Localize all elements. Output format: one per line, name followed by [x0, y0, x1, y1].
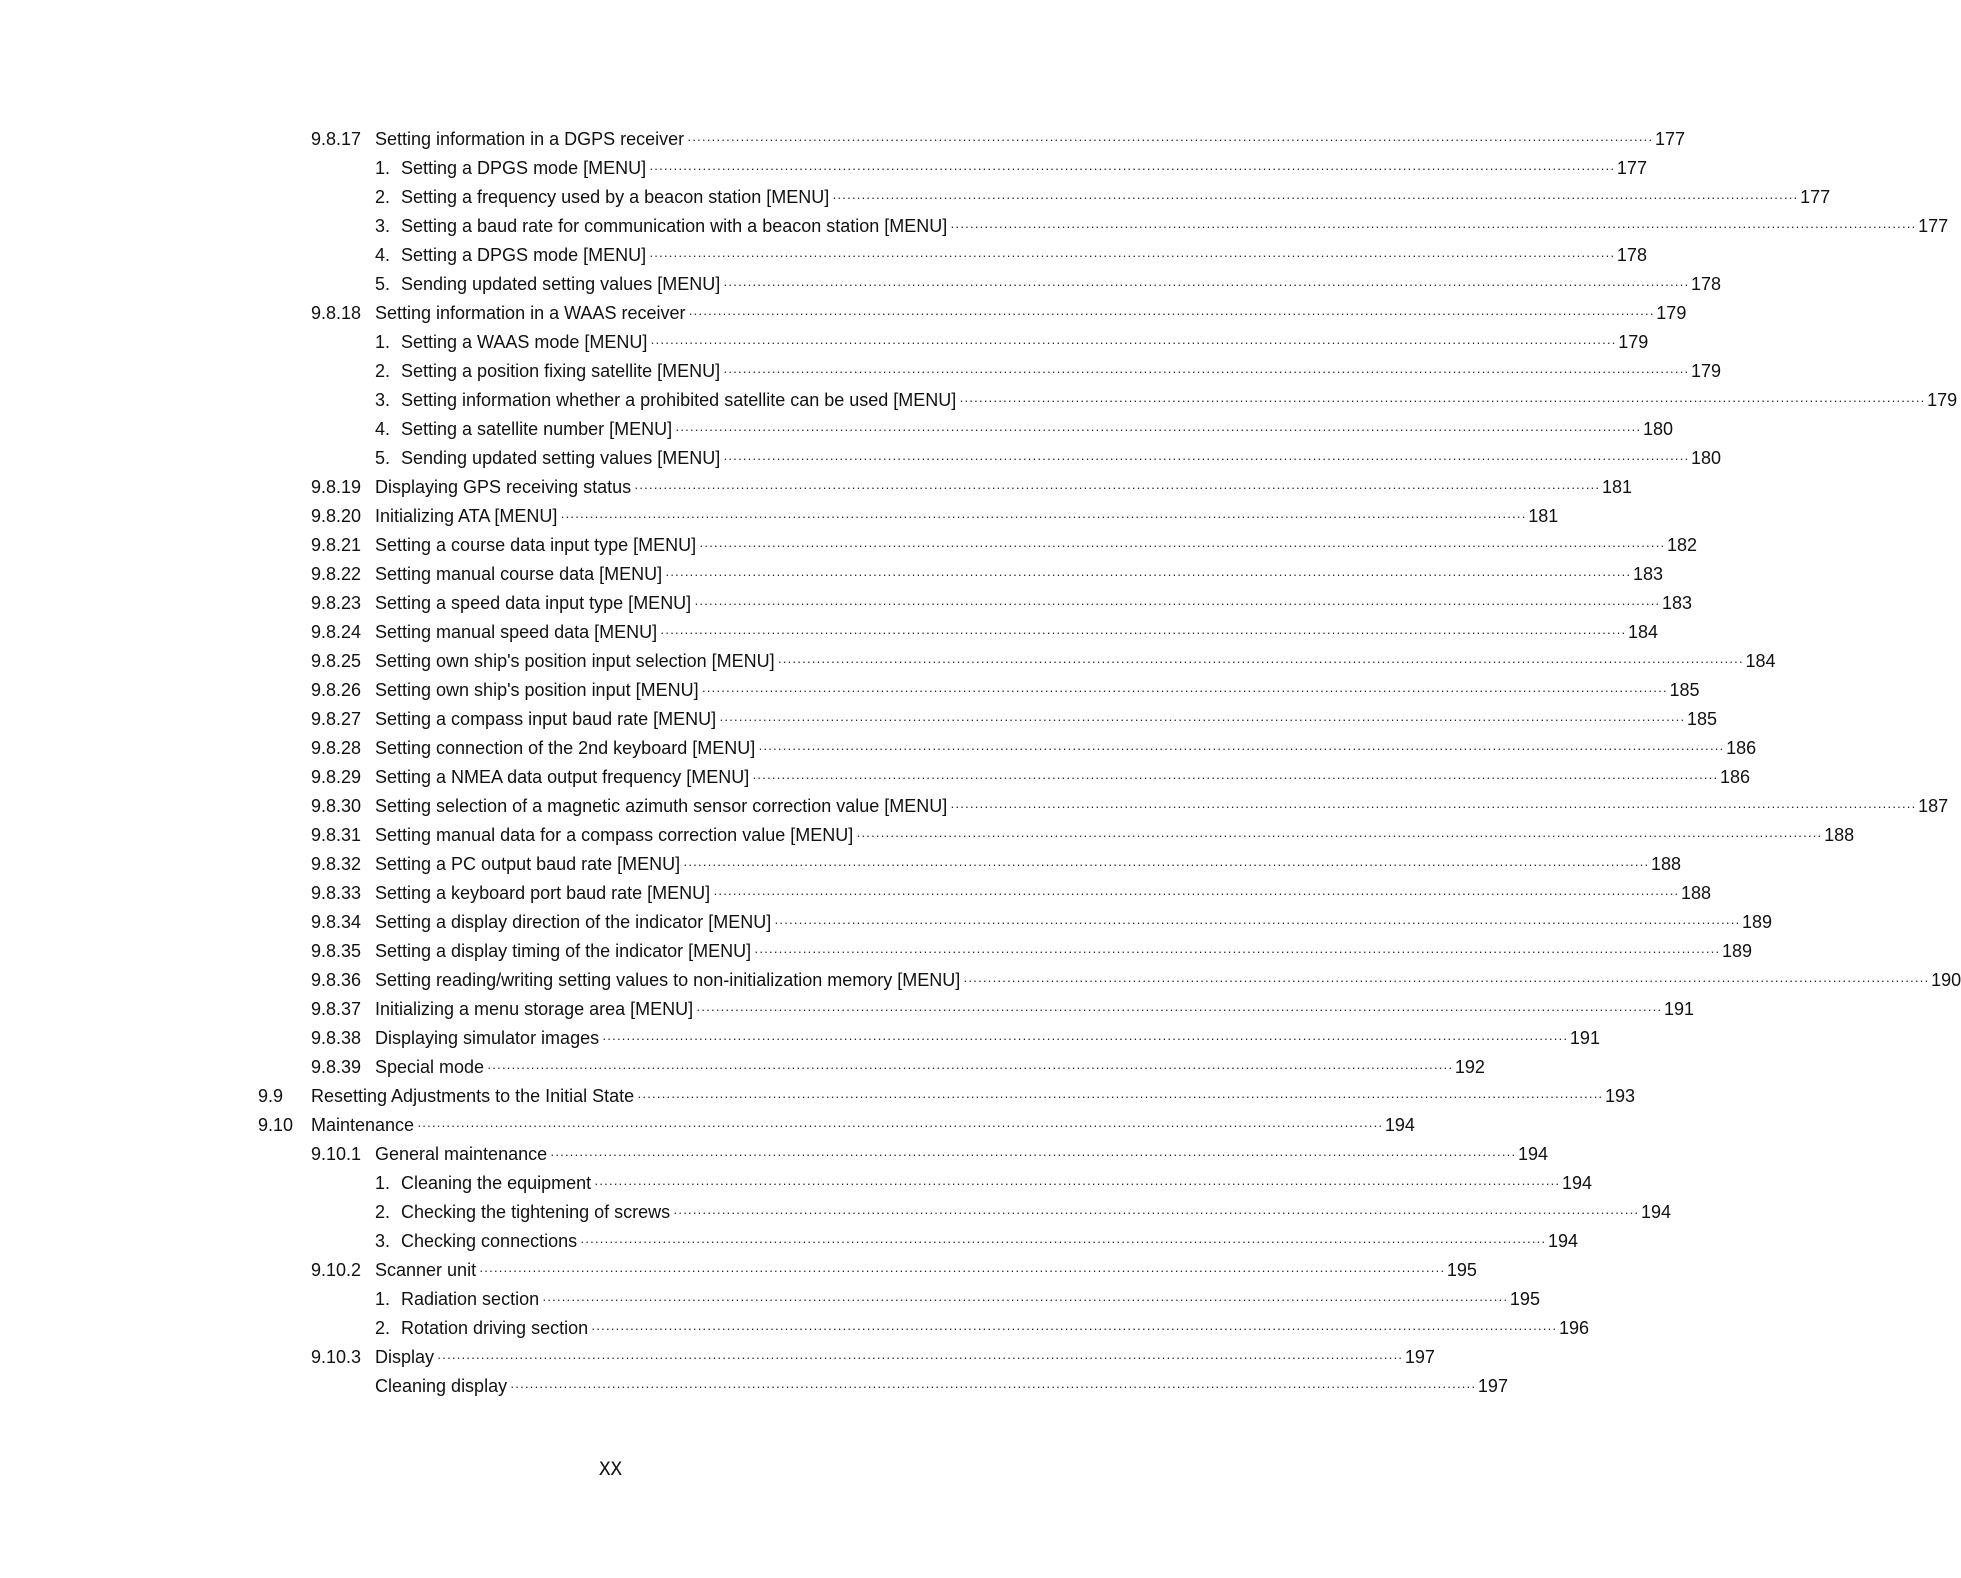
toc-entry[interactable] — [0, 618, 1659, 647]
toc-entry[interactable] — [0, 125, 1686, 154]
toc-entry-page: 194 — [1384, 1115, 1415, 1135]
toc-entry[interactable] — [0, 1227, 1578, 1256]
toc-entry-title: Displaying simulator images — [375, 1028, 600, 1048]
toc-entry-number: 9.8.39 — [311, 1057, 362, 1077]
toc-entry-title: Sending updated setting values [MENU] — [401, 448, 721, 468]
toc-entry-number: 1. — [375, 158, 391, 178]
toc-entry-line — [375, 763, 1751, 792]
dot-leader: ········································································································································································································ — [550, 1147, 1516, 1162]
toc-entry-page: 189 — [1722, 941, 1753, 961]
toc-entry-number: 4. — [375, 245, 391, 265]
toc-entry-title: Setting a course data input type [MENU] — [375, 535, 697, 555]
toc-entry-title: Radiation section — [401, 1289, 540, 1309]
toc-entry-title: Checking the tightening of screws — [401, 1202, 671, 1222]
toc-entry-line — [401, 357, 1722, 386]
toc-entry[interactable] — [0, 1140, 1548, 1169]
toc-entry[interactable] — [0, 705, 1718, 734]
toc-entry[interactable] — [0, 415, 1673, 444]
toc-entry-number: 9.10.2 — [311, 1260, 362, 1280]
toc-entry-page: 191 — [1569, 1028, 1600, 1048]
toc-entry-page: 191 — [1663, 999, 1695, 1019]
toc-entry-title: Setting a compass input baud rate [MENU] — [375, 709, 717, 729]
toc-entry[interactable] — [0, 792, 1949, 821]
dot-leader: ········································································································································································································ — [963, 973, 1930, 988]
toc-entry[interactable] — [0, 1169, 1593, 1198]
toc-entry-title: Displaying GPS receiving status — [375, 477, 632, 497]
toc-entry-number: 9.10.3 — [311, 1347, 362, 1367]
toc-entry-title: Setting a PC output baud rate [MENU] — [375, 854, 681, 874]
toc-entry-line — [375, 531, 1698, 560]
toc-entry-number: 9.8.34 — [311, 912, 362, 932]
toc-entry-line — [375, 1372, 1508, 1401]
toc-entry-page: 181 — [1601, 477, 1632, 497]
toc-entry-page: 188 — [1681, 883, 1712, 903]
dot-leader: ········································································································································································································ — [650, 335, 1617, 350]
toc-entry-page: 183 — [1662, 593, 1693, 613]
dot-leader: ········································································································································································································ — [591, 1321, 1557, 1336]
dot-leader: ········································································································································································································ — [594, 1176, 1560, 1191]
toc-entry-title: Setting a position fixing satellite [MENU] — [401, 361, 721, 381]
toc-entry-number: 9.8.36 — [311, 970, 362, 990]
toc-entry-line — [375, 734, 1757, 763]
toc-entry[interactable] — [0, 386, 1958, 415]
toc-entry[interactable] — [0, 850, 1682, 879]
toc-entry[interactable] — [0, 444, 1722, 473]
toc-entry-number: 9.9 — [258, 1086, 284, 1106]
toc-entry-number: 5. — [375, 448, 391, 468]
dot-leader: ········································································································································································································ — [699, 538, 1665, 553]
toc-entry-page: 177 — [1654, 129, 1686, 149]
toc-entry-line — [375, 879, 1712, 908]
dot-leader: ········································································································································································································ — [950, 799, 1917, 814]
toc-entry-title: Resetting Adjustments to the Initial State — [311, 1086, 635, 1106]
toc-entry-number: 9.8.17 — [311, 129, 362, 149]
toc-entry-number: 9.8.19 — [311, 477, 362, 497]
toc-entry-line — [401, 154, 1647, 183]
toc-entry-line — [401, 241, 1647, 270]
toc-entry-page: 177 — [1800, 187, 1831, 207]
toc-entry-page: 188 — [1824, 825, 1855, 845]
dot-leader: ········································································································································································································ — [542, 1292, 1508, 1307]
toc-entry-number: 9.10 — [258, 1115, 294, 1135]
toc-entry-line — [375, 502, 1559, 531]
toc-entry-title: Initializing ATA [MENU] — [375, 506, 558, 526]
toc-entry[interactable] — [0, 212, 1949, 241]
toc-entry-line — [375, 676, 1700, 705]
toc-entry-number: 9.8.31 — [311, 825, 362, 845]
toc-entry[interactable] — [0, 908, 1773, 937]
toc-entry-number: 9.10.1 — [311, 1144, 362, 1164]
toc-entry[interactable] — [0, 473, 1632, 502]
toc-entry[interactable] — [0, 1053, 1485, 1082]
dot-leader: ········································································································································································································ — [752, 770, 1719, 785]
toc-entry-page: 197 — [1404, 1347, 1435, 1367]
toc-entry[interactable] — [0, 1372, 1508, 1401]
toc-entry[interactable] — [0, 676, 1700, 705]
toc-entry-page: 180 — [1691, 448, 1722, 468]
toc-entry-title: Setting information whether a prohibited satellite can be used [MENU] — [401, 390, 957, 410]
toc-entry[interactable] — [0, 299, 1687, 328]
toc-entry-page: 181 — [1528, 506, 1559, 526]
dot-leader: ········································································································································································································ — [673, 1205, 1639, 1220]
toc-entry-title: Display — [375, 1347, 435, 1367]
toc-entry[interactable] — [0, 1343, 1435, 1372]
toc-entry-line — [375, 647, 1776, 676]
toc-entry-number: 3. — [375, 390, 391, 410]
toc-entry-line — [401, 1227, 1578, 1256]
toc-entry[interactable] — [0, 1024, 1600, 1053]
dot-leader: ········································································································································································································ — [959, 393, 1926, 408]
toc-entry-title: General maintenance — [375, 1144, 548, 1164]
toc-entry-number: 2. — [375, 361, 391, 381]
toc-entry-line — [401, 183, 1831, 212]
toc-entry-title: Setting a WAAS mode [MENU] — [401, 332, 648, 352]
toc-entry-page: 184 — [1745, 651, 1776, 671]
dot-leader: ········································································································································································································ — [510, 1379, 1476, 1394]
dot-leader: ········································································································································································································ — [675, 422, 1641, 437]
toc-entry-number: 2. — [375, 187, 391, 207]
toc-entry-title: Setting a keyboard port baud rate [MENU] — [375, 883, 711, 903]
page-number: XX — [599, 1458, 622, 1480]
toc-entry-line — [401, 1314, 1589, 1343]
toc-entry-line — [401, 212, 1949, 241]
toc-entry[interactable] — [0, 879, 1712, 908]
toc-entry-line — [375, 1256, 1477, 1285]
toc-entry-title: Maintenance — [311, 1115, 415, 1135]
toc-entry-line — [375, 705, 1718, 734]
dot-leader: ········································································································································································································ — [649, 161, 1615, 176]
toc-entry-number: 9.8.28 — [311, 738, 362, 758]
toc-entry-title: Setting information in a WAAS receiver — [375, 303, 686, 323]
toc-entry-page: 184 — [1627, 622, 1659, 642]
toc-entry-title: Setting own ship's position input [MENU] — [375, 680, 699, 700]
toc-entry-page: 195 — [1446, 1260, 1477, 1280]
dot-leader: ········································································································································································································ — [683, 857, 1649, 872]
dot-leader: ········································································································································································································ — [723, 277, 1690, 292]
toc-entry-page: 192 — [1454, 1057, 1485, 1077]
toc-entry-number: 9.8.32 — [311, 854, 362, 874]
toc-entry-line — [401, 415, 1673, 444]
toc-entry-number: 1. — [375, 1289, 391, 1309]
toc-entry-title: Setting information in a DGPS receiver — [375, 129, 685, 149]
toc-entry-number: 1. — [375, 332, 391, 352]
toc-entry-line — [375, 560, 1664, 589]
dot-leader: ········································································································································································································ — [660, 625, 1626, 640]
toc-entry[interactable] — [0, 241, 1647, 270]
toc-entry[interactable] — [0, 1314, 1589, 1343]
toc-entry-title: Setting a DPGS mode [MENU] — [401, 158, 647, 178]
toc-entry-title: Setting a speed data input type [MENU] — [375, 593, 692, 613]
toc-entry-page: 179 — [1656, 303, 1687, 323]
toc-entry-line — [375, 299, 1687, 328]
toc-entry-number: 9.8.29 — [311, 767, 362, 787]
toc-entry-number: 2. — [375, 1202, 391, 1222]
toc-entry[interactable] — [0, 821, 1855, 850]
toc-entry[interactable] — [0, 502, 1559, 531]
toc-entry-page: 177 — [1918, 216, 1949, 236]
toc-entry-page: 180 — [1642, 419, 1673, 439]
toc-entry[interactable] — [0, 357, 1722, 386]
toc-entry-page: 194 — [1517, 1144, 1548, 1164]
dot-leader: ········································································································································································································ — [696, 1002, 1662, 1017]
toc-entry-line — [375, 995, 1695, 1024]
toc-entry[interactable] — [0, 937, 1753, 966]
toc-entry-line — [375, 937, 1753, 966]
toc-entry-title: Setting reading/writing setting values to non-initialization memory [MENU] — [375, 970, 961, 990]
toc-entry-number: 9.8.20 — [311, 506, 362, 526]
toc-entry-number: 3. — [375, 1231, 391, 1251]
toc-entry-line — [375, 1343, 1435, 1372]
toc-entry-line — [375, 966, 1961, 995]
toc-entry-line — [375, 125, 1686, 154]
toc-entry-line — [375, 473, 1632, 502]
toc-entry-number: 4. — [375, 419, 391, 439]
toc-entry[interactable] — [0, 995, 1695, 1024]
dot-leader: ········································································································································································································ — [560, 509, 1527, 524]
toc-entry-line — [375, 821, 1855, 850]
toc-entry-line — [401, 1285, 1540, 1314]
toc-entry-title: Setting a display direction of the indicator [MENU] — [375, 912, 772, 932]
toc-entry-page: 189 — [1742, 912, 1773, 932]
toc-entry-title: Setting manual speed data [MENU] — [375, 622, 658, 642]
dot-leader: ········································································································································································································ — [602, 1031, 1568, 1046]
toc-entry-line — [401, 1169, 1593, 1198]
toc-entry-title: Setting selection of a magnetic azimuth sensor correction value [MENU] — [375, 796, 948, 816]
toc-entry-page: 182 — [1667, 535, 1698, 555]
dot-leader: ········································································································································································································ — [417, 1118, 1383, 1133]
toc-entry-page: 195 — [1509, 1289, 1540, 1309]
toc-entry-page: 187 — [1918, 796, 1949, 816]
toc-entry[interactable] — [0, 1285, 1540, 1314]
toc-entry-number: 1. — [375, 1173, 391, 1193]
dot-leader: ········································································································································································································ — [758, 741, 1725, 756]
toc-entry-number: 3. — [375, 216, 391, 236]
toc-entry-page: 188 — [1651, 854, 1682, 874]
toc-entry[interactable] — [0, 1256, 1477, 1285]
toc-entry[interactable] — [0, 734, 1757, 763]
dot-leader: ········································································································································································································ — [634, 480, 1600, 495]
toc-entry[interactable] — [0, 531, 1698, 560]
toc-entry-title: Sending updated setting values [MENU] — [401, 274, 721, 294]
dot-leader: ········································································································································································································ — [723, 364, 1689, 379]
toc-entry-number: 9.8.24 — [311, 622, 362, 642]
toc-entry-page: 179 — [1927, 390, 1958, 410]
toc-entry-page: 185 — [1687, 709, 1718, 729]
dot-leader: ········································································································································································································ — [713, 886, 1680, 901]
toc-entry-page: 177 — [1616, 158, 1647, 178]
toc-entry-number: 9.8.30 — [311, 796, 362, 816]
dot-leader: ········································································································································································································ — [649, 248, 1615, 263]
toc-entry-title: Setting a NMEA data output frequency [MENU] — [375, 767, 750, 787]
toc-entry-line — [375, 1140, 1548, 1169]
toc-entry-title: Setting a frequency used by a beacon station [MENU] — [401, 187, 830, 207]
toc-entry[interactable] — [0, 1111, 1415, 1140]
dot-leader: ········································································································································································································ — [774, 915, 1741, 930]
dot-leader: ········································································································································································································ — [437, 1350, 1403, 1365]
toc-entry-number: 9.8.22 — [311, 564, 362, 584]
dot-leader: ········································································································································································································ — [754, 944, 1720, 959]
toc-entry-title: Setting a display timing of the indicator [MENU] — [375, 941, 752, 961]
toc-entry-number: 5. — [375, 274, 391, 294]
dot-leader: ········································································································································································································ — [580, 1234, 1546, 1249]
toc-entry-page: 197 — [1477, 1376, 1508, 1396]
toc-entry-line — [401, 328, 1649, 357]
toc-entry-title: Setting manual data for a compass correction value [MENU] — [375, 825, 854, 845]
toc-entry-page: 179 — [1690, 361, 1722, 381]
toc-entry[interactable] — [0, 154, 1647, 183]
dot-leader: ········································································································································································································ — [694, 596, 1661, 611]
toc-entry[interactable] — [0, 270, 1722, 299]
toc-entry-number: 9.8.26 — [311, 680, 362, 700]
toc-entry[interactable] — [0, 1198, 1672, 1227]
toc-entry-page: 186 — [1720, 767, 1751, 787]
toc-entry-number: 9.8.18 — [311, 303, 362, 323]
toc-entry-page: 183 — [1632, 564, 1664, 584]
toc-entry-page: 179 — [1618, 332, 1649, 352]
toc-entry-number: 9.8.25 — [311, 651, 362, 671]
toc-entry[interactable] — [0, 1082, 1636, 1111]
toc-entry-page: 194 — [1640, 1202, 1672, 1222]
dot-leader: ········································································································································································································ — [719, 712, 1686, 727]
toc-entry-title: Setting a satellite number [MENU] — [401, 419, 673, 439]
toc-entry-title: Initializing a menu storage area [MENU] — [375, 999, 694, 1019]
dot-leader: ········································································································································································································ — [665, 567, 1631, 582]
toc-entry-page: 196 — [1558, 1318, 1589, 1338]
toc-entry-page: 185 — [1669, 680, 1700, 700]
toc-entry-title: Cleaning display — [375, 1376, 508, 1396]
toc-entry[interactable] — [0, 183, 1831, 212]
toc-entry-title: Scanner unit — [375, 1260, 477, 1280]
toc-entry-title: Setting own ship's position input selection [MENU] — [375, 651, 775, 671]
toc-entry-page: 194 — [1561, 1173, 1593, 1193]
toc-entry-line — [401, 270, 1722, 299]
toc-entry[interactable] — [0, 966, 1961, 995]
toc-entry-page: 190 — [1931, 970, 1961, 990]
toc-entry-number: 9.8.33 — [311, 883, 362, 903]
toc-entry-title: Setting manual course data [MENU] — [375, 564, 663, 584]
dot-leader: ········································································································································································································ — [856, 828, 1823, 843]
toc-entry-number: 9.8.21 — [311, 535, 362, 555]
toc-entry[interactable] — [0, 328, 1649, 357]
toc-entry-line — [375, 618, 1659, 647]
toc-entry-line — [375, 850, 1682, 879]
dot-leader: ········································································································································································································ — [687, 132, 1653, 147]
toc-entry[interactable] — [0, 560, 1664, 589]
toc-entry-line — [401, 1198, 1672, 1227]
toc-entry-title: Setting a DPGS mode [MENU] — [401, 245, 647, 265]
toc-entry-page: 178 — [1616, 245, 1647, 265]
toc-entry-title: Setting connection of the 2nd keyboard [MENU] — [375, 738, 756, 758]
toc-entry-line — [375, 1024, 1600, 1053]
dot-leader: ········································································································································································································ — [479, 1263, 1445, 1278]
toc-entry-title: Setting a baud rate for communication with a beacon station [MENU] — [401, 216, 948, 236]
toc-entry-title: Rotation driving section — [401, 1318, 589, 1338]
toc-entry-page: 178 — [1691, 274, 1722, 294]
dot-leader: ········································································································································································································ — [832, 190, 1799, 205]
toc-entry-number: 9.8.38 — [311, 1028, 362, 1048]
toc-entry-number: 9.8.37 — [311, 999, 362, 1019]
dot-leader: ········································································································································································································ — [637, 1089, 1604, 1104]
toc-entry[interactable] — [0, 647, 1776, 676]
toc-entry-line — [375, 589, 1693, 618]
toc-entry-line — [375, 792, 1949, 821]
dot-leader: ········································································································································································································ — [777, 654, 1744, 669]
dot-leader: ········································································································································································································ — [701, 683, 1668, 698]
toc-entry-number: 9.8.35 — [311, 941, 362, 961]
dot-leader: ········································································································································································································ — [688, 306, 1655, 321]
toc-entry-page: 194 — [1547, 1231, 1578, 1251]
toc-entry-page: 193 — [1605, 1086, 1636, 1106]
dot-leader: ········································································································································································································ — [487, 1060, 1453, 1075]
dot-leader: ········································································································································································································ — [950, 219, 1917, 234]
toc-entry-line — [401, 386, 1958, 415]
toc-entry-line — [375, 908, 1773, 937]
toc-entry-line — [401, 444, 1722, 473]
toc-entry-title: Special mode — [375, 1057, 485, 1077]
toc-entry-number: 9.8.27 — [311, 709, 362, 729]
dot-leader: ········································································································································································································ — [723, 451, 1690, 466]
toc-entry[interactable] — [0, 763, 1751, 792]
toc-entry-number: 2. — [375, 1318, 391, 1338]
toc-entry-number: 9.8.23 — [311, 593, 362, 613]
toc-entry-line — [311, 1111, 1415, 1140]
toc-entry-line — [311, 1082, 1636, 1111]
toc-entry-page: 186 — [1726, 738, 1757, 758]
toc-entry-line — [375, 1053, 1485, 1082]
toc-entry-title: Checking connections — [401, 1231, 578, 1251]
toc-entry-title: Cleaning the equipment — [401, 1173, 592, 1193]
toc-entry[interactable] — [0, 589, 1693, 618]
